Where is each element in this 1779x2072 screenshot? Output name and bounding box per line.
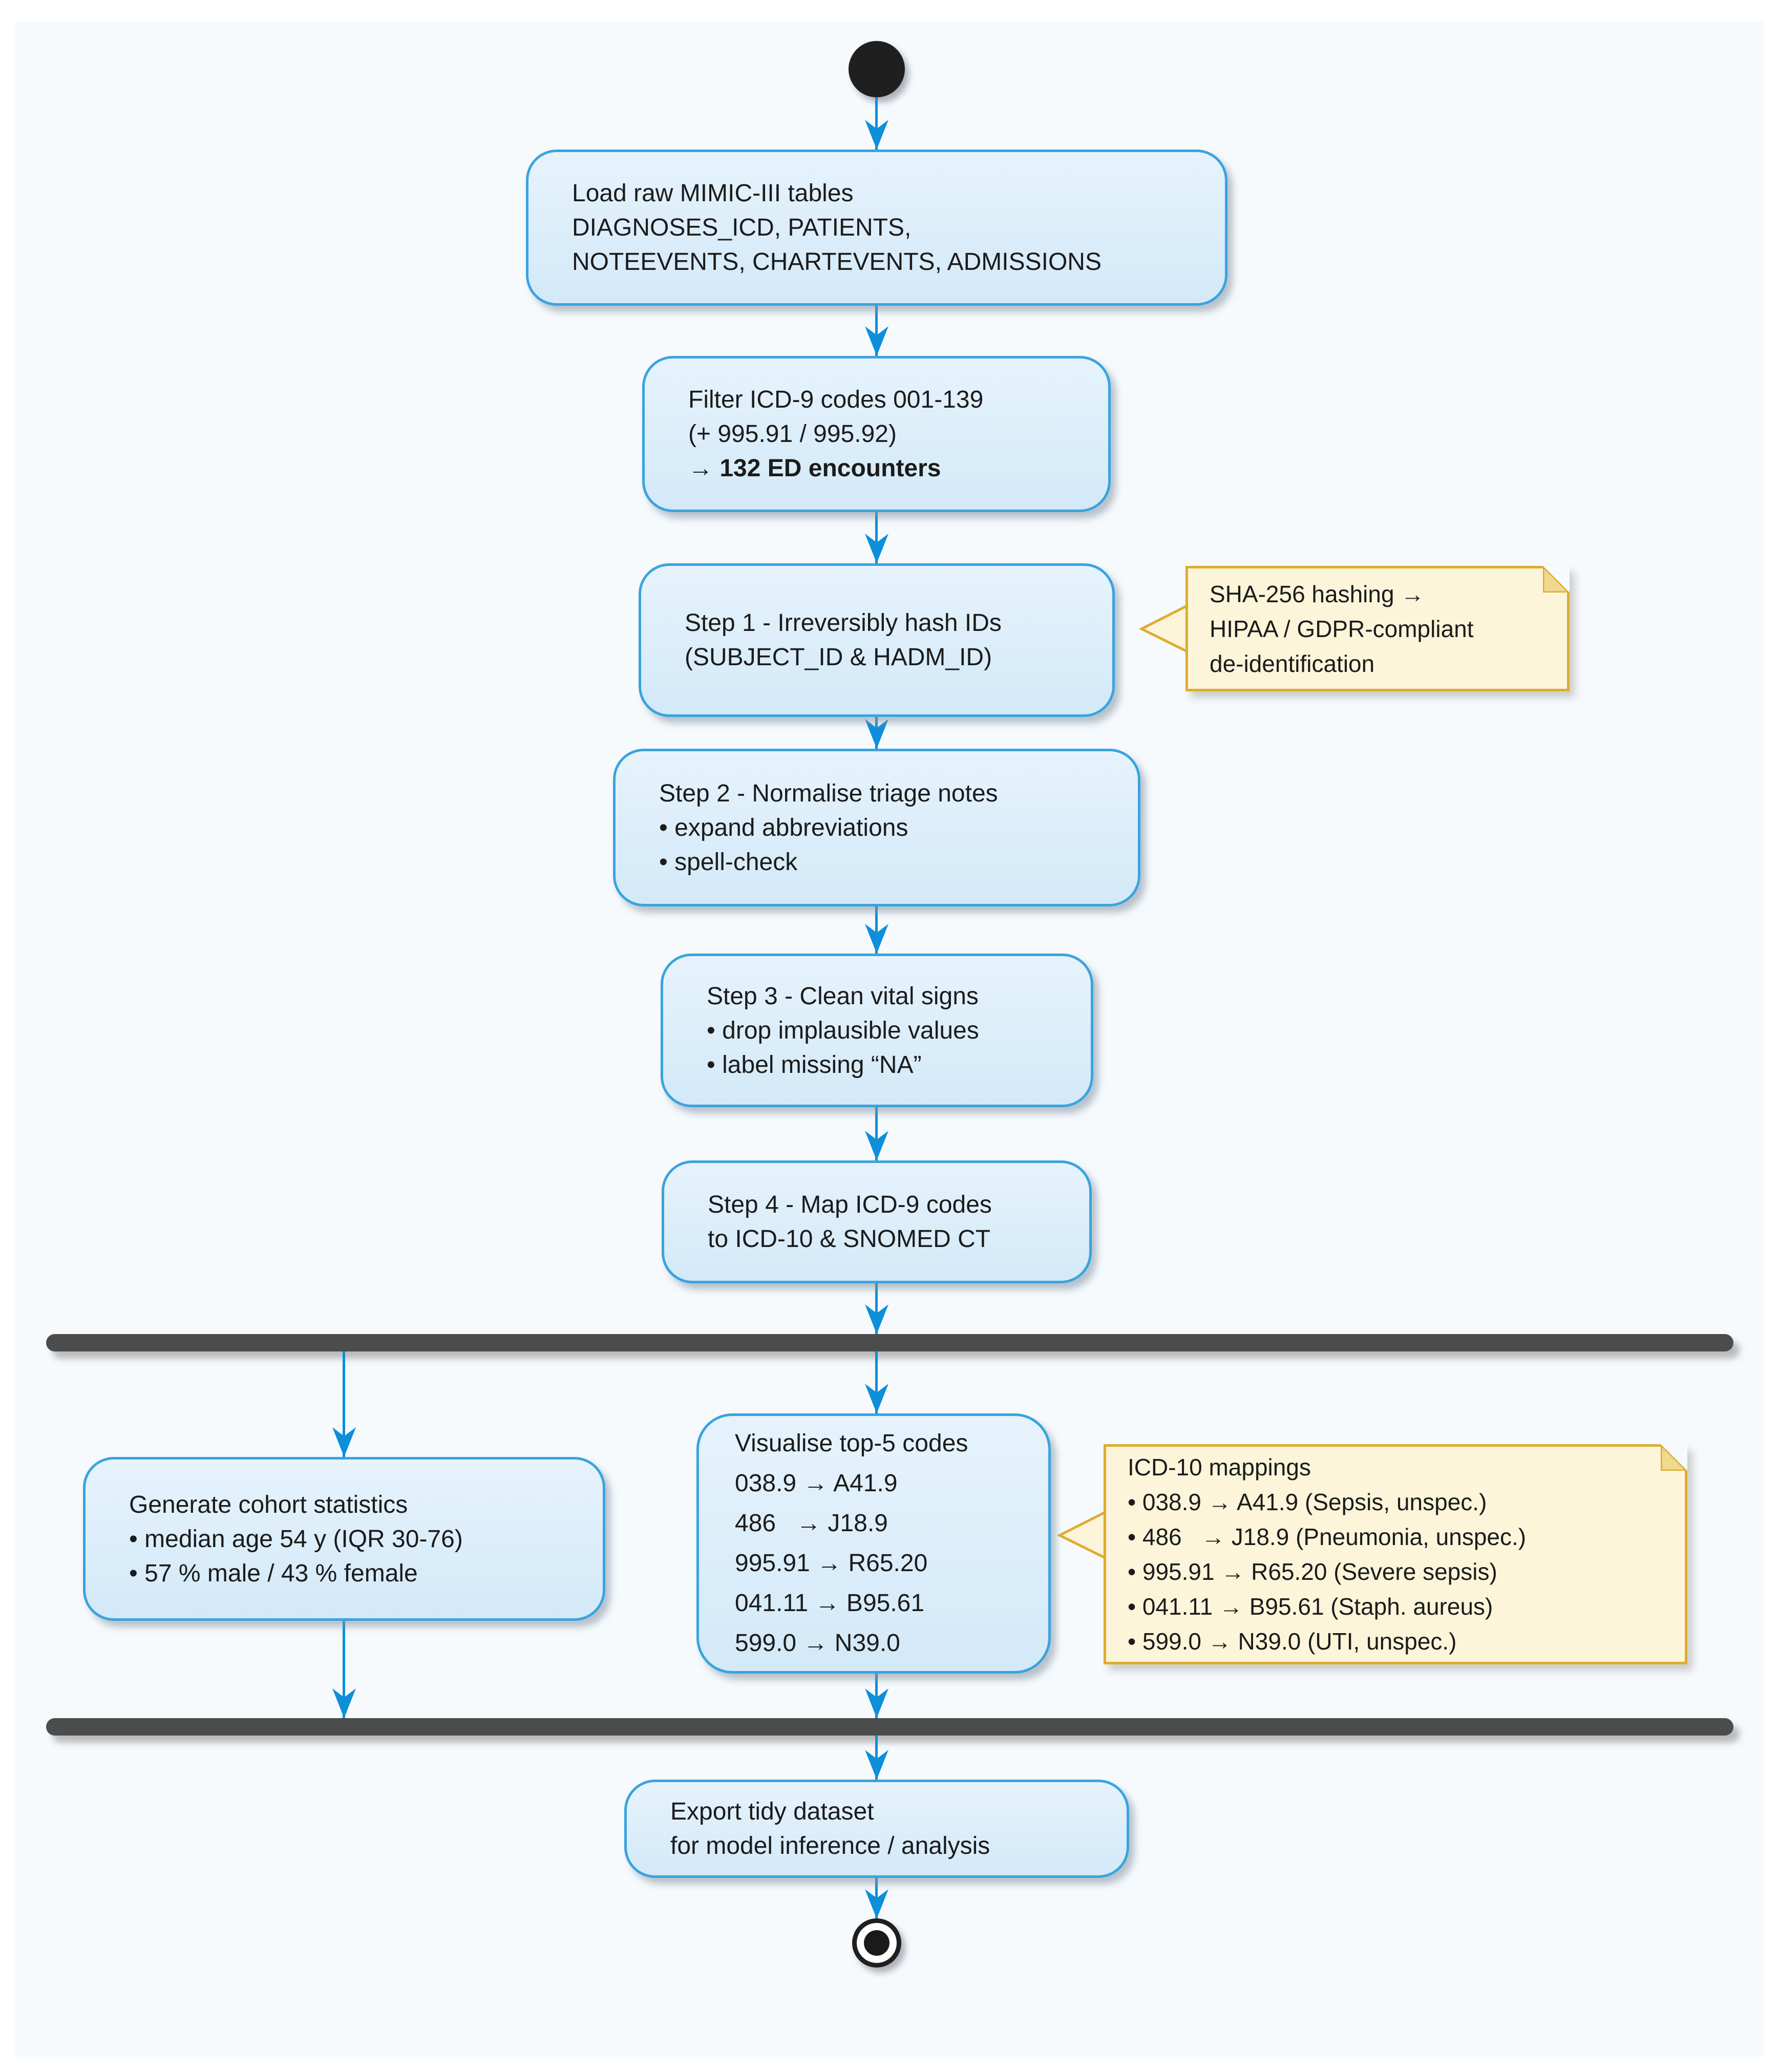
activity-line: NOTEEVENTS, CHARTEVENTS, ADMISSIONS — [572, 248, 1102, 276]
end-node-core — [864, 1930, 890, 1956]
note-bullet: • 038.9 → A41.9 (Sepsis, unspec.) — [1128, 1489, 1487, 1515]
activity-line: Export tidy dataset — [670, 1798, 874, 1825]
activity-step1-hash-ids — [639, 563, 1115, 717]
activity-line: Generate cohort statistics — [129, 1491, 408, 1518]
end-node — [852, 1918, 901, 1968]
activity-line: Visualise top-5 codes — [735, 1430, 968, 1457]
note-bullet: • 599.0 → N39.0 (UTI, unspec.) — [1128, 1628, 1457, 1655]
note-pointer — [1057, 1511, 1106, 1559]
activity-line: Step 4 - Map ICD-9 codes — [708, 1191, 992, 1218]
activity-line: • drop implausible values — [707, 1017, 979, 1044]
fork-bar — [46, 1334, 1733, 1351]
activity-filter-icd9 — [642, 356, 1111, 512]
note-title: ICD-10 mappings — [1128, 1454, 1311, 1481]
activity-step4-map-codes — [662, 1160, 1092, 1283]
note-bullet: • 995.91 → R65.20 (Severe sepsis) — [1128, 1558, 1497, 1585]
activity-line: 038.9 → A41.9 — [735, 1470, 898, 1497]
activity-line: • 57 % male / 43 % female — [129, 1559, 418, 1587]
activity-export-dataset — [624, 1780, 1129, 1878]
join-bar — [46, 1718, 1733, 1736]
activity-line: DIAGNOSES_ICD, PATIENTS, — [572, 214, 912, 241]
activity-line: 486 → J18.9 — [735, 1510, 888, 1537]
activity-load-tables — [526, 150, 1227, 306]
activity-line: • expand abbreviations — [659, 814, 908, 841]
start-node — [849, 41, 905, 97]
activity-line: 995.91 → R65.20 — [735, 1550, 928, 1577]
activity-line: Step 1 - Irreversibly hash IDs — [685, 609, 1002, 637]
note-icd10-mappings — [1104, 1444, 1687, 1664]
activity-line: 599.0 → N39.0 — [735, 1630, 900, 1657]
activity-line-bold: → 132 ED encounters — [688, 455, 941, 482]
note-fold-icon — [1543, 566, 1570, 593]
note-sha256 — [1185, 566, 1570, 691]
activity-line: Load raw MIMIC-III tables — [572, 180, 854, 207]
activity-step2-normalise-notes — [613, 749, 1140, 906]
activity-line: for model inference / analysis — [670, 1832, 990, 1859]
activity-cohort-statistics — [83, 1457, 605, 1621]
activity-line: • label missing “NA” — [707, 1051, 922, 1079]
activity-line: Step 3 - Clean vital signs — [707, 982, 979, 1010]
note-pointer — [1139, 604, 1188, 653]
activity-line: 041.11 → B95.61 — [735, 1590, 925, 1617]
activity-line: Step 2 - Normalise triage notes — [659, 779, 998, 807]
activity-line: to ICD-10 & SNOMED CT — [708, 1225, 991, 1253]
note-bullet: • 486 → J18.9 (Pneumonia, unspec.) — [1128, 1524, 1527, 1550]
note-line: de-identification — [1210, 650, 1375, 677]
note-bullet: • 041.11 → B95.61 (Staph. aureus) — [1128, 1593, 1493, 1620]
note-line: HIPAA / GDPR-compliant — [1210, 615, 1474, 642]
activity-line: (SUBJECT_ID & HADM_ID) — [685, 644, 992, 671]
note-fold-icon — [1661, 1444, 1687, 1471]
activity-line: Filter ICD-9 codes 001-139 — [688, 386, 984, 413]
activity-line: • spell-check — [659, 848, 798, 876]
activity-visualise-top5 — [696, 1413, 1051, 1674]
activity-line: (+ 995.91 / 995.92) — [688, 420, 897, 448]
activity-step3-clean-vitals — [661, 954, 1093, 1107]
activity-line: • median age 54 y (IQR 30-76) — [129, 1525, 463, 1553]
note-line: SHA-256 hashing → — [1210, 580, 1425, 607]
